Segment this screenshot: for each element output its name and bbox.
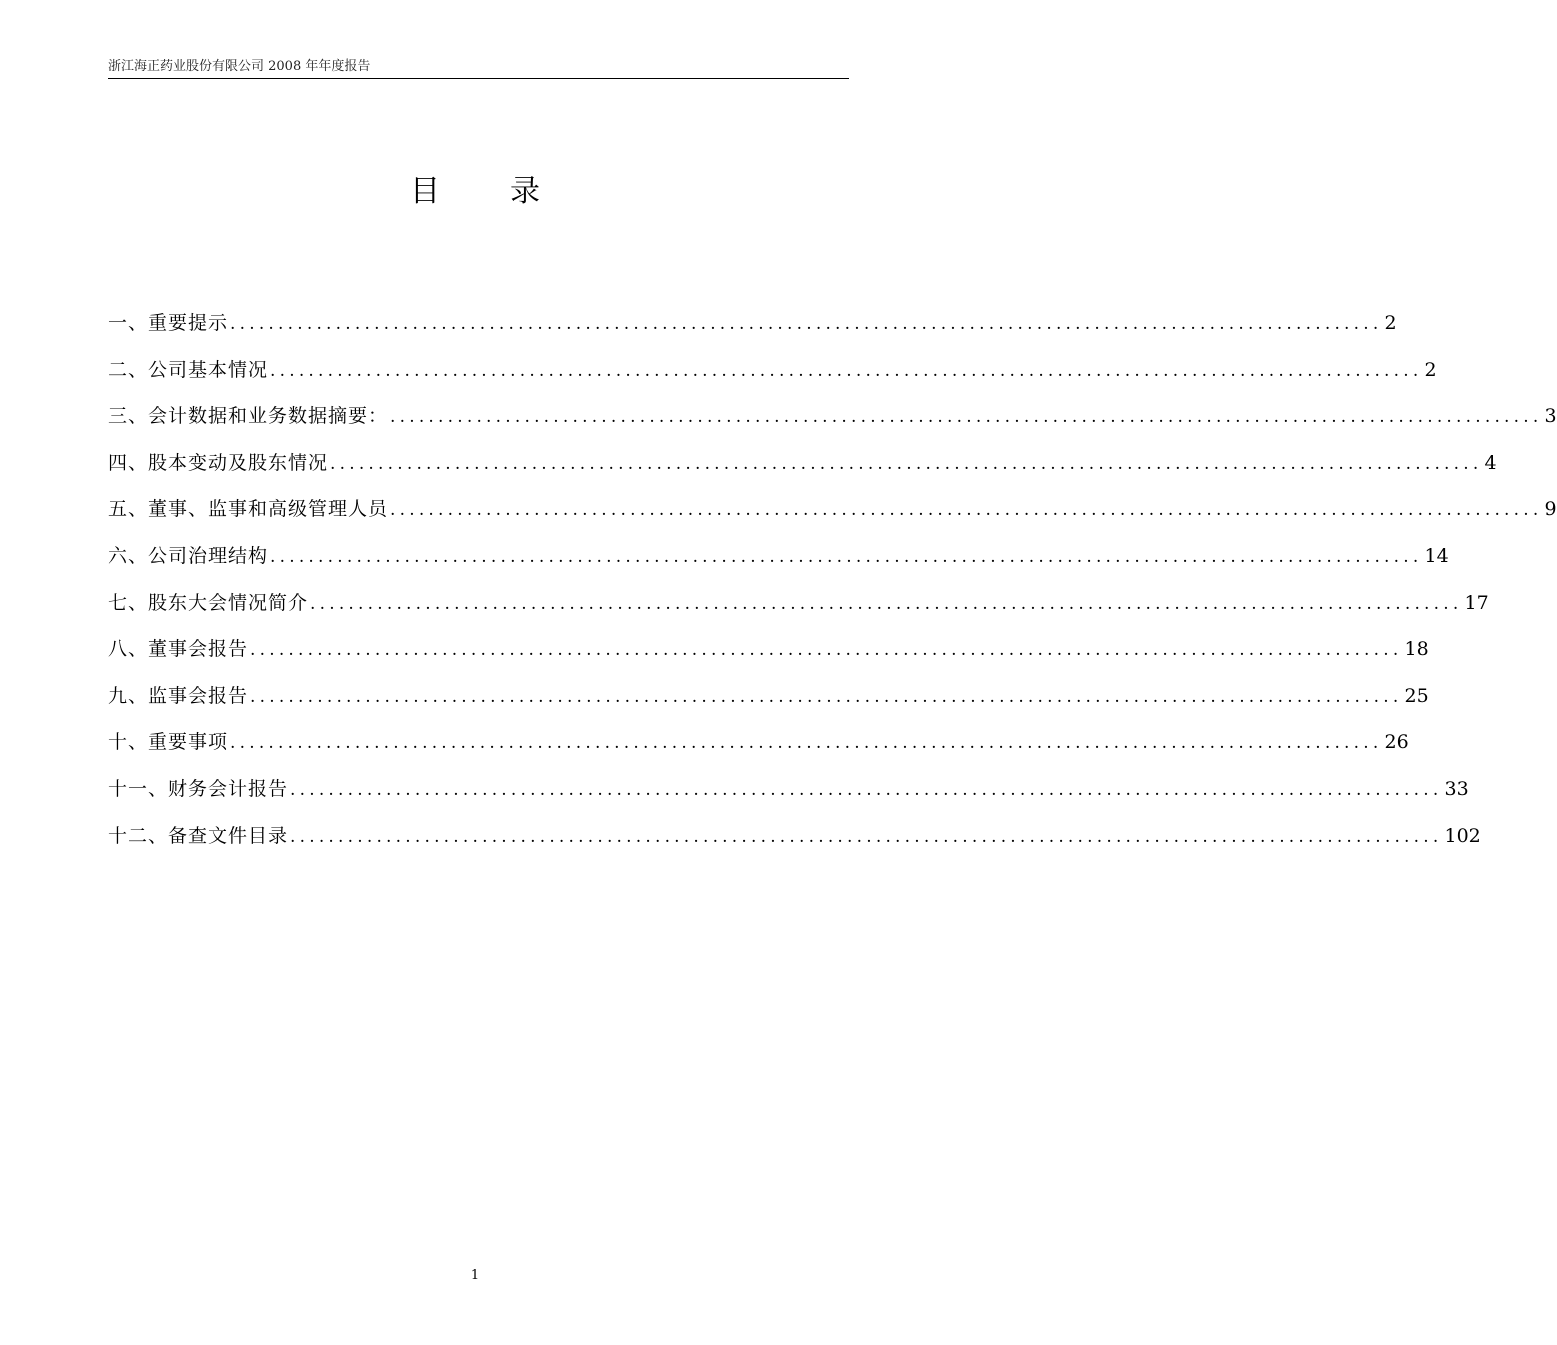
page-header (108, 58, 849, 79)
toc-entry-page: 25 (1404, 684, 1429, 707)
toc-entry-page: 17 (1464, 591, 1489, 614)
table-of-contents (108, 305, 1557, 864)
toc-entry-page: 9 (1544, 498, 1557, 521)
toc-entry-label: 一、重要提示 (108, 312, 229, 334)
toc-dot-leader: ........................................................................................................................ (290, 779, 1443, 800)
toc-dot-leader: ........................................................................................................................ (390, 500, 1543, 521)
toc-entry-label: 七、股东大会情况简介 (108, 591, 309, 614)
toc-dot-leader: ........................................................................................................................ (250, 686, 1403, 707)
header-text: 浙江海正药业股份有限公司 2008 年年度报告 (108, 59, 371, 74)
toc-dot-leader: ........................................................................................................................ (230, 314, 1383, 334)
toc-entry-page: 2 (1424, 358, 1437, 381)
toc-entry-label: 四、股本变动及股东情况 (108, 451, 329, 474)
page-footer (0, 1268, 950, 1283)
toc-entry-page: 4 (1484, 451, 1497, 474)
toc-dot-leader: ........................................................................................................................ (270, 546, 1423, 567)
toc-entry[interactable] (108, 771, 1469, 818)
toc-entry[interactable] (108, 538, 1449, 585)
toc-entry-page: 14 (1424, 544, 1449, 567)
toc-entry-page: 3 (1544, 405, 1557, 428)
toc-dot-leader: ........................................................................................................................ (230, 733, 1383, 754)
toc-entry-label: 八、董事会报告 (108, 638, 249, 661)
toc-entry-page: 2 (1384, 312, 1397, 334)
toc-dot-leader: ........................................................................................................................ (310, 593, 1463, 614)
toc-entry-label: 三、会计数据和业务数据摘要： (108, 405, 389, 428)
toc-entry[interactable] (108, 818, 1481, 865)
toc-entry[interactable] (108, 305, 1397, 352)
toc-entry-page: 33 (1444, 777, 1469, 800)
toc-entry[interactable] (108, 352, 1437, 399)
page-title: 目录 (410, 174, 610, 209)
toc-entry[interactable] (108, 724, 1409, 771)
toc-entry[interactable] (108, 585, 1489, 632)
toc-entry-label: 十一、财务会计报告 (108, 777, 289, 800)
toc-entry-page: 102 (1444, 824, 1481, 847)
toc-entry[interactable] (108, 678, 1429, 725)
toc-dot-leader: ........................................................................................................................ (250, 640, 1403, 661)
toc-entry[interactable] (108, 491, 1557, 538)
toc-dot-leader: ........................................................................................................................ (330, 453, 1483, 474)
toc-entry-label: 二、公司基本情况 (108, 358, 269, 381)
toc-entry-page: 18 (1404, 638, 1429, 661)
page-number: 1 (470, 1268, 480, 1283)
toc-entry-label: 十二、备查文件目录 (108, 824, 289, 847)
toc-entry-label: 十、重要事项 (108, 731, 229, 754)
toc-entry-label: 五、董事、监事和高级管理人员 (108, 498, 389, 521)
toc-entry-page: 26 (1384, 731, 1409, 754)
toc-entry-label: 九、监事会报告 (108, 684, 249, 707)
toc-dot-leader: ........................................................................................................................ (390, 407, 1543, 428)
toc-entry-label: 六、公司治理结构 (108, 544, 269, 567)
toc-entry[interactable] (108, 631, 1429, 678)
toc-entry[interactable] (108, 398, 1557, 445)
toc-dot-leader: ........................................................................................................................ (270, 360, 1423, 381)
toc-dot-leader: ........................................................................................................................ (290, 826, 1443, 847)
toc-entry[interactable] (108, 445, 1497, 492)
